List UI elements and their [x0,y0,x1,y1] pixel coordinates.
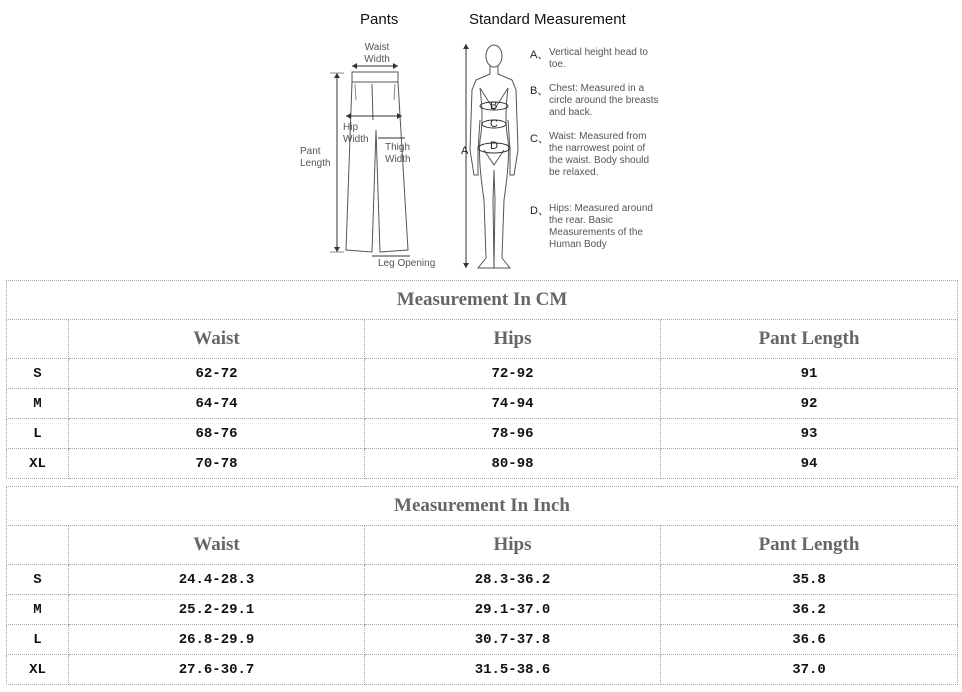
waist-width-label: Waist Width [364,42,390,65]
size-label: M [7,595,69,625]
inch-header-waist: Waist [69,526,365,565]
table-row [7,389,958,419]
note-letter-c: C、 [530,133,549,145]
size-label: XL [7,449,69,479]
size-label: M [7,389,69,419]
pant-length-value: 36.2 [661,595,958,625]
waist-value: 24.4-28.3 [69,565,365,595]
note-letter-d: D、 [530,205,549,217]
cm-header-size [7,320,69,359]
cm-header-waist: Waist [69,320,365,359]
size-label: L [7,419,69,449]
cm-header-hips: Hips [365,320,661,359]
hips-value: 29.1-37.0 [365,595,661,625]
body-letter-b: B [490,100,498,112]
table-row [7,595,958,625]
pant-length-value: 93 [661,419,958,449]
thigh-width-label: Thigh Width [385,142,411,165]
body-letter-c: C [490,118,498,130]
note-a: Vertical height head to toe. [549,47,648,70]
pant-length-value: 35.8 [661,565,958,595]
table-row [7,419,958,449]
pant-length-value: 94 [661,449,958,479]
body-letter-a: A [461,145,469,157]
hip-width-label: Hip Width [343,122,369,145]
inch-table-caption: Measurement In Inch [7,487,958,526]
waist-value: 62-72 [69,359,365,389]
pants-title: Pants [360,11,399,28]
cm-header-row [7,320,958,359]
inch-size-table [6,486,958,685]
note-letter-a: A、 [530,49,549,61]
inch-caption-row [7,487,958,526]
hips-value: 31.5-38.6 [365,655,661,685]
cm-table-caption: Measurement In CM [7,281,958,320]
table-row [7,565,958,595]
note-b: Chest: Measured in a circle around the breasts and back. [549,83,659,118]
pant-length-value: 92 [661,389,958,419]
cm-size-table [6,280,958,479]
waist-value: 27.6-30.7 [69,655,365,685]
inch-header-hips: Hips [365,526,661,565]
inch-header-size [7,526,69,565]
waist-value: 26.8-29.9 [69,625,365,655]
hips-value: 28.3-36.2 [365,565,661,595]
pant-length-value: 91 [661,359,958,389]
hips-value: 74-94 [365,389,661,419]
table-row [7,655,958,685]
waist-value: 70-78 [69,449,365,479]
table-row [7,359,958,389]
hips-value: 72-92 [365,359,661,389]
waist-value: 64-74 [69,389,365,419]
size-label: XL [7,655,69,685]
inch-header-pant-length: Pant Length [661,526,958,565]
table-row [7,625,958,655]
note-letter-b: B、 [530,85,549,97]
cm-header-pant-length: Pant Length [661,320,958,359]
cm-caption-row [7,281,958,320]
leg-opening-label: Leg Opening [378,258,436,269]
size-label: S [7,359,69,389]
body-letter-d: D [490,140,498,152]
pant-length-value: 36.6 [661,625,958,655]
waist-value: 68-76 [69,419,365,449]
standard-measurement-title: Standard Measurement [469,11,626,28]
diagram-drawing [0,0,962,280]
table-row [7,449,958,479]
pant-length-label: Pant Length [300,146,331,169]
hips-value: 30.7-37.8 [365,625,661,655]
waist-value: 25.2-29.1 [69,595,365,625]
size-label: L [7,625,69,655]
pant-length-value: 37.0 [661,655,958,685]
measurement-diagram [0,0,962,280]
size-label: S [7,565,69,595]
body-illustration [470,45,518,268]
note-c: Waist: Measured from the narrowest point of the waist. Body should be relaxed. [549,131,650,178]
inch-header-row [7,526,958,565]
note-d: Hips: Measured around the rear. Basic Measurements of the Human Body [549,203,653,250]
hips-value: 78-96 [365,419,661,449]
hips-value: 80-98 [365,449,661,479]
